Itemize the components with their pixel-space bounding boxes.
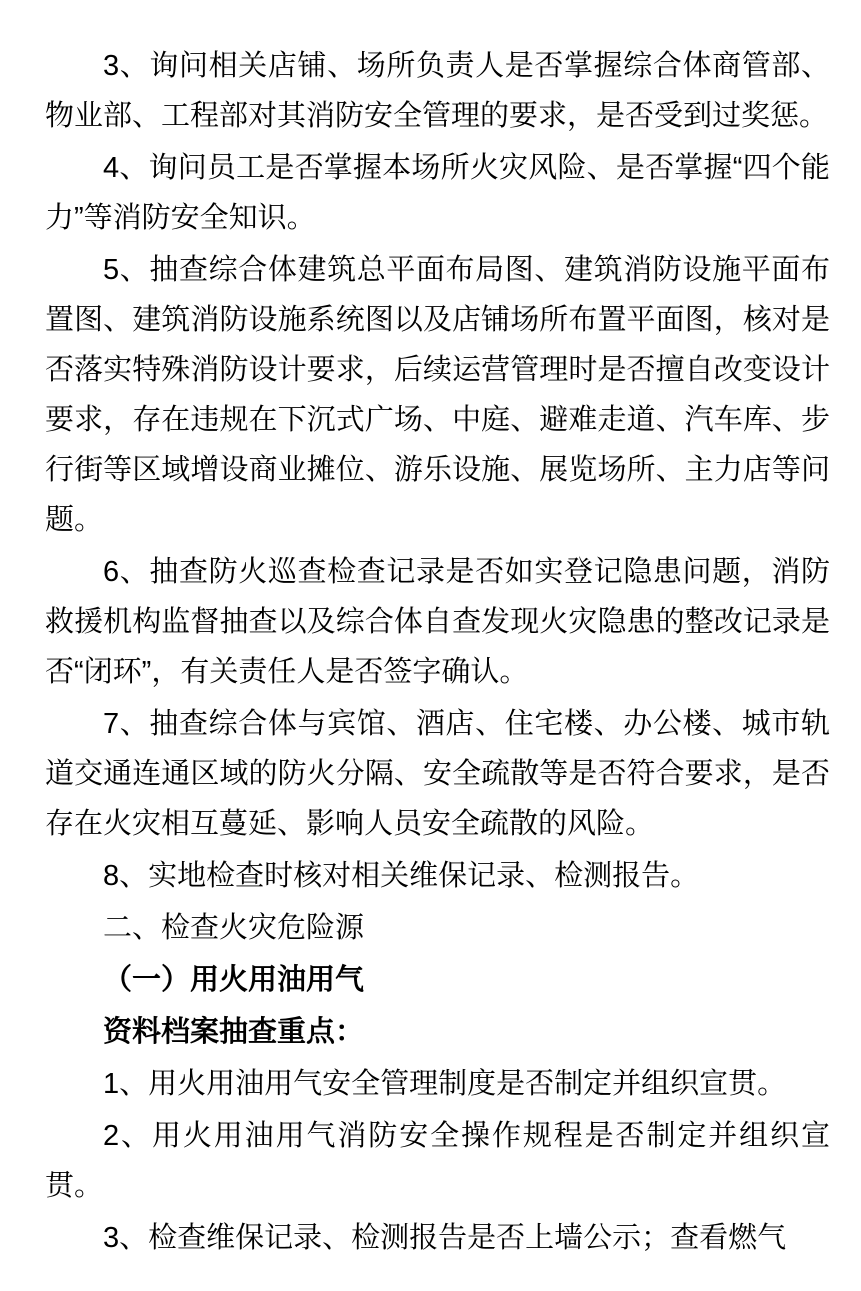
section-heading-2: 二、检查火灾危险源 (103, 912, 365, 944)
paragraph-sub-item-1: 1、用火用油用气安全管理制度是否制定并组织宣贯。 (103, 1068, 787, 1100)
paragraph-item-3: 3、询问相关店铺、场所负责人是否掌握综合体商管部、物业部、工程部对其消防安全管理的要求，是否受到过奖惩。 (45, 50, 830, 132)
subheading-archive-check-points: 资料档案抽查重点： (103, 1016, 365, 1048)
paragraph-item-7: 7、抽查综合体与宾馆、酒店、住宅楼、办公楼、城市轨道交通连通区域的防火分隔、安全疏散等是否符合要求，是否存在火灾相互蔓延、影响人员安全疏散的风险。 (45, 708, 830, 840)
paragraph-item-6: 6、抽查防火巡查检查记录是否如实登记隐患问题，消防救援机构监督抽查以及综合体自查发现火灾隐患的整改记录是否“闭环”，有关责任人是否签字确认。 (45, 556, 830, 688)
paragraph-item-8: 8、实地检查时核对相关维保记录、检测报告。 (103, 860, 700, 892)
paragraph-item-4: 4、询问员工是否掌握本场所火灾风险、是否掌握“四个能力”等消防安全知识。 (45, 152, 830, 234)
paragraph-sub-item-3: 3、检查维保记录、检测报告是否上墙公示；查看燃气 (103, 1222, 787, 1254)
subsection-heading-fire-oil-gas: （一）用火用油用气 (103, 964, 365, 996)
paragraph-item-5: 5、抽查综合体建筑总平面布局图、建筑消防设施平面布置图、建筑消防设施系统图以及店铺场所布置平面图，核对是否落实特殊消防设计要求，后续运营管理时是否擅自改变设计要求，存在违规在下沉式广场、中庭、避难走道、汽车库、步行街等区域增设商业摊位、游乐设施、展览场所、主力店等问题。 (45, 254, 830, 536)
paragraph-sub-item-2: 2、用火用油用气消防安全操作规程是否制定并组织宣贯。 (45, 1120, 830, 1202)
